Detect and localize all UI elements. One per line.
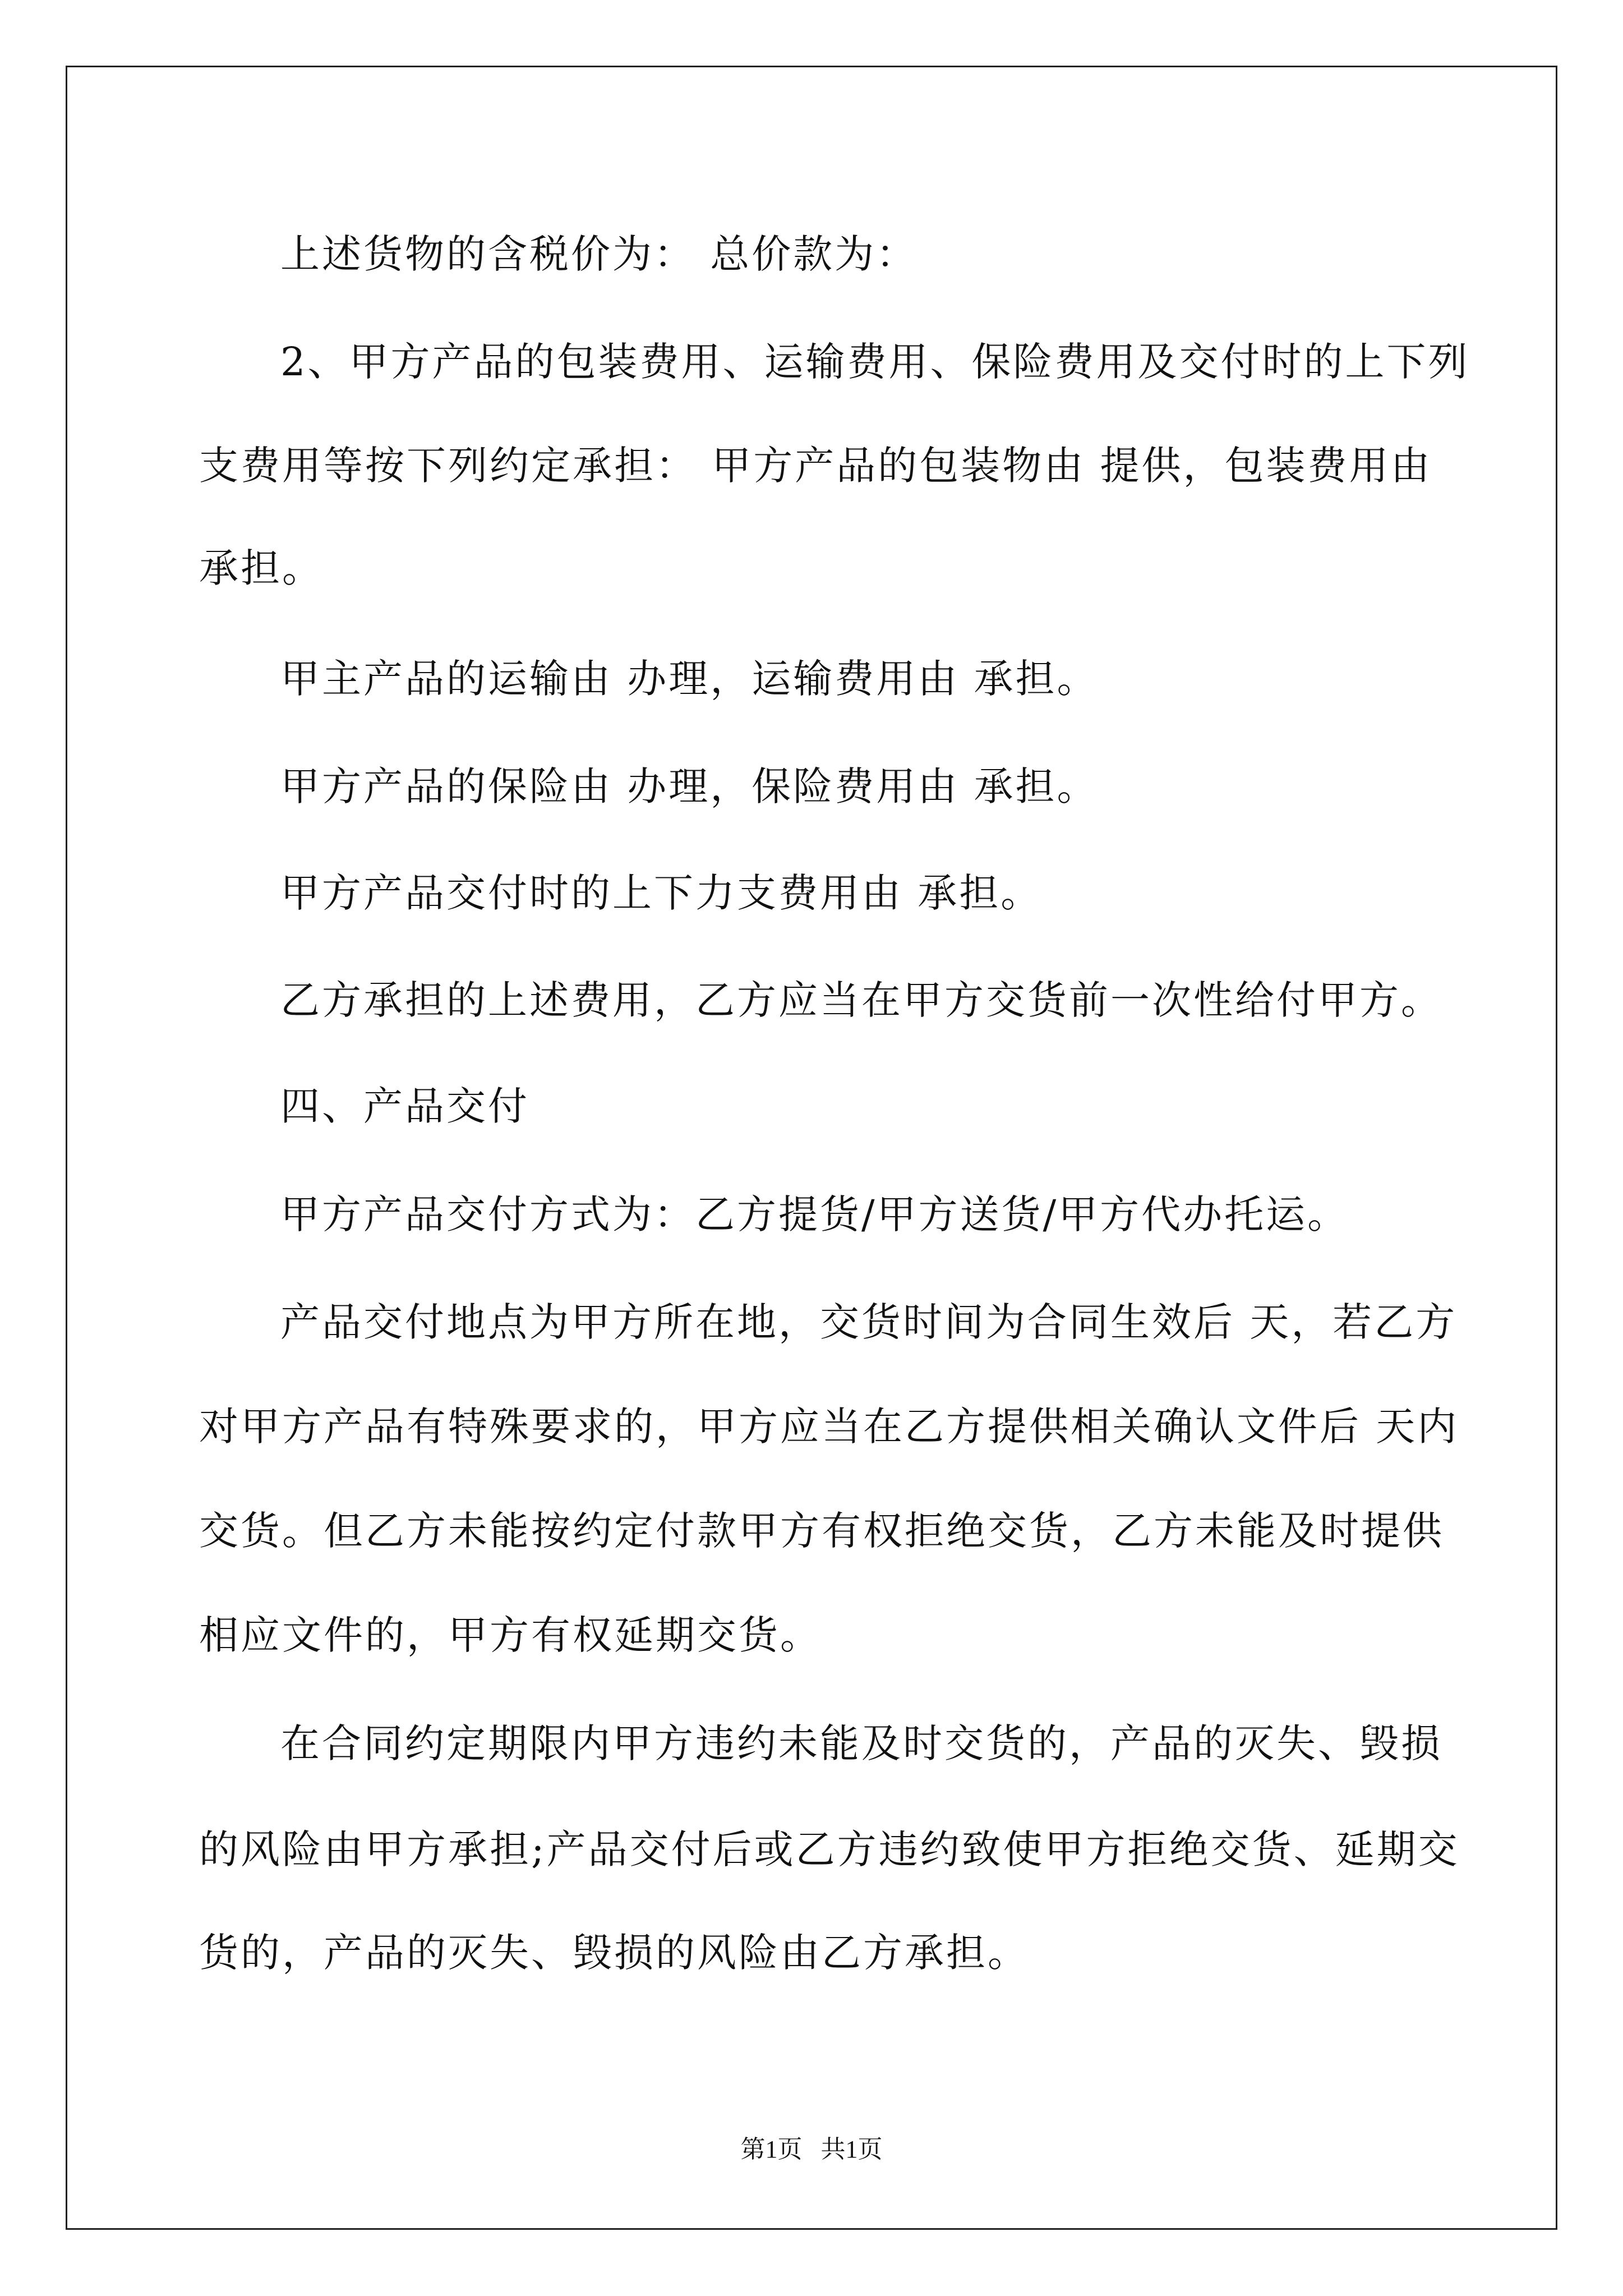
paragraph-line: 交货。但乙方未能按约定付款甲方有权拒绝交货，乙方未能及时提供: [199, 1508, 1444, 1554]
paragraph-line: 货的，产品的灭失、毁损的风险由乙方承担。: [199, 1930, 1029, 1976]
paragraph-line: 甲方产品交付时的上下力支费用由 承担。: [280, 870, 1043, 916]
paragraph-line: 乙方承担的上述费用，乙方应当在甲方交货前一次性给付甲方。: [280, 977, 1442, 1023]
paragraph-line: 支费用等按下列约定承担： 甲方产品的包装物由 提供，包装费用由: [199, 443, 1432, 489]
section-heading: 四、产品交付: [280, 1083, 529, 1129]
paragraph-line: 承担。: [199, 545, 324, 591]
paragraph-line: 甲方产品交付方式为：乙方提货/甲方送货/甲方代办托运。: [280, 1191, 1349, 1237]
paragraph-line: 相应文件的，甲方有权延期交货。: [199, 1612, 822, 1658]
paragraph-line: 对甲方产品有特殊要求的，甲方应当在乙方提供相关确认文件后 天内: [199, 1404, 1459, 1450]
page-footer: 第1页 共1页: [740, 2136, 883, 2163]
paragraph-line: 2、甲方产品的包装费用、运输费用、保险费用及交付时的上下列: [280, 339, 1470, 385]
paragraph-line: 在合同约定期限内甲方违约未能及时交货的，产品的灭失、毁损: [280, 1720, 1442, 1766]
page-border: [66, 66, 1557, 2230]
paragraph-line: 上述货物的含税价为： 总价款为：: [280, 231, 918, 277]
paragraph-line: 产品交付地点为甲方所在地，交货时间为合同生效后 天，若乙方: [280, 1299, 1458, 1345]
paragraph-line: 甲方产品的保险由 办理，保险费用由 承担。: [280, 763, 1099, 809]
paragraph-line: 的风险由甲方承担;产品交付后或乙方违约致使甲方拒绝交货、延期交: [199, 1826, 1460, 1872]
paragraph-line: 甲主产品的运输由 办理，运输费用由 承担。: [280, 656, 1099, 702]
